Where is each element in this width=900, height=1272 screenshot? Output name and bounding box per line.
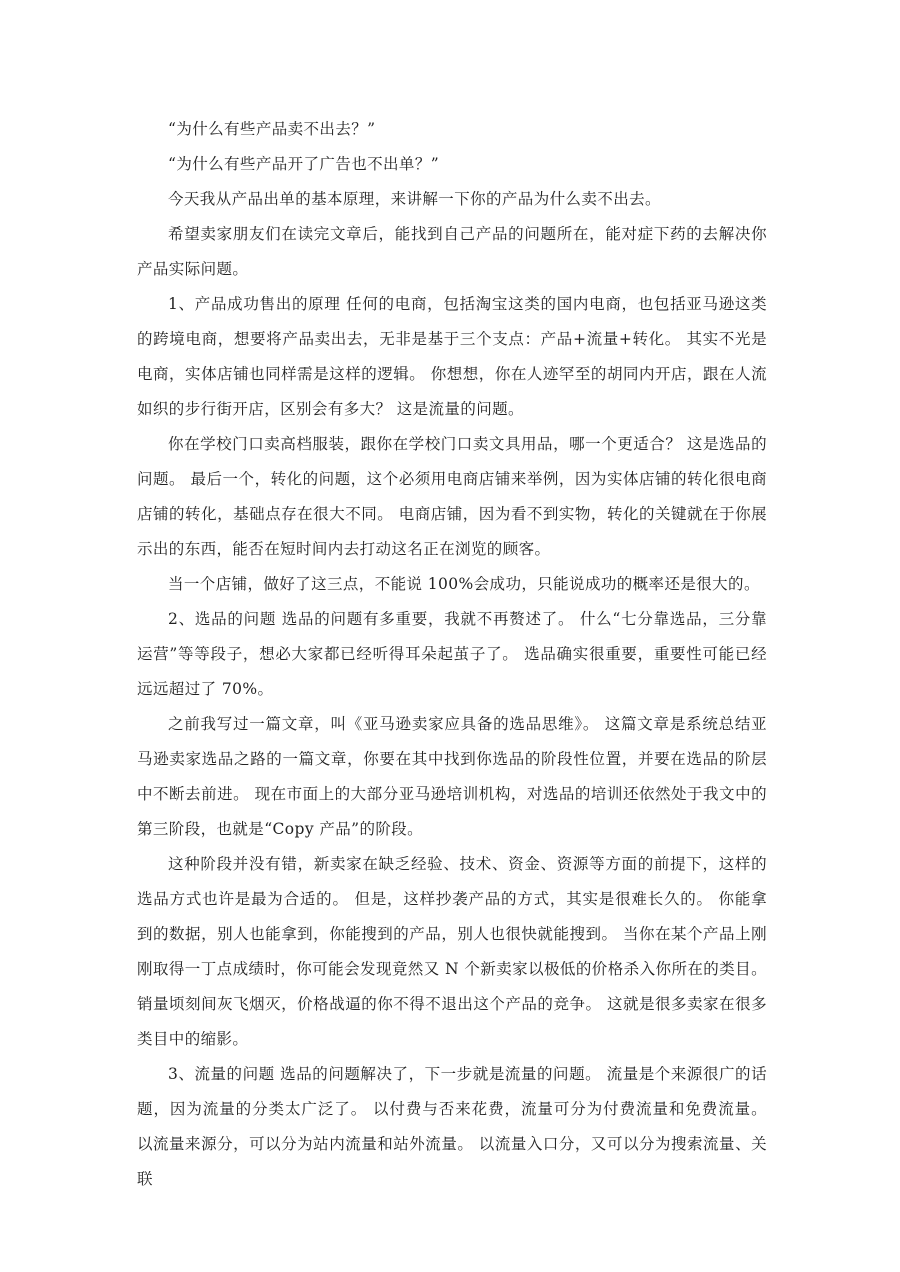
paragraph-question-2: “为什么有些产品开了广告也不出单？” [168,155,440,173]
paragraph-section-1-summary: 当一个店铺，做好了这三点，不能说 100%会成功，只能说成功的概率还是很大的。 [168,575,760,593]
paragraph-hope: 希望卖家朋友们在读完文章后，能找到自己产品的问题所在，能对症下药的去解决你产品实际问题。 [137,225,767,278]
paragraph-section-3: 3、流量的问题 选品的问题解决了，下一步就是流量的问题。 流量是个来源很广的话题，因为流量的分类太广泛了。 以付费与否来花费，流量可分为付费流量和免费流量。 以流量来源分，可以分为站内流量和站外流量。 以流量入口分，又可以分为搜索流量、关联 [137,1065,767,1188]
paragraph-section-2-article: 之前我写过一篇文章，叫《亚马逊卖家应具备的选品思维》。 这篇文章是系统总结亚马逊卖家选品之路的一篇文章，你要在其中找到你选品的阶段性位置，并要在选品的阶层中不断去前进。 现在市面上的大部分亚马逊培训机构，对选品的培训还依然处于我文中的第三阶段，也就是“Copy 产品”的阶段。 [137,715,767,838]
paragraph-section-1-cont: 你在学校门口卖高档服装，跟你在学校门口卖文具用品，哪一个更适合？ 这是选品的问题。 最后一个，转化的问题，这个必须用电商店铺来举例，因为实体店铺的转化很电商店铺的转化，基础点存在很大不同。 电商店铺，因为看不到实物，转化的关键就在于你展示出的东西，能否在短时间内去打动这名正在浏览的顾客。 [137,435,767,558]
paragraph-section-2-copy: 这种阶段并没有错，新卖家在缺乏经验、技术、资金、资源等方面的前提下，这样的选品方式也许是最为合适的。 但是，这样抄袭产品的方式，其实是很难长久的。 你能拿到的数据，别人也能拿到，你能搜到的产品，别人也很快就能搜到。 当你在某个产品上刚刚取得一丁点成绩时，你可能会发现竟然又 N 个新卖家以极低的价格杀入你所在的类目。 销量顷刻间灰飞烟灭，价格战逼的你不得不退出这个产品的竞争。 这就是很多卖家在很多类目中的缩影。 [137,855,767,1048]
paragraph-section-1: 1、产品成功售出的原理 任何的电商，包括淘宝这类的国内电商，也包括亚马逊这类的跨境电商，想要将产品卖出去，无非是基于三个支点：产品+流量+转化。 其实不光是电商，实体店铺也同样需是这样的逻辑。 你想想，你在人迹罕至的胡同内开店，跟在人流如织的步行街开店，区别会有多大？ 这是流量的问题。 [137,295,767,418]
paragraph-question-1: “为什么有些产品卖不出去？” [168,120,376,138]
paragraph-intro: 今天我从产品出单的基本原理，来讲解一下你的产品为什么卖不出去。 [168,190,661,208]
article-body [137,112,767,1197]
paragraph-section-2: 2、选品的问题 选品的问题有多重要，我就不再赘述了。 什么“七分靠选品，三分靠运营”等等段子，想必大家都已经听得耳朵起茧子了。 选品确实很重要，重要性可能已经远远超过了 70%。 [137,610,767,698]
